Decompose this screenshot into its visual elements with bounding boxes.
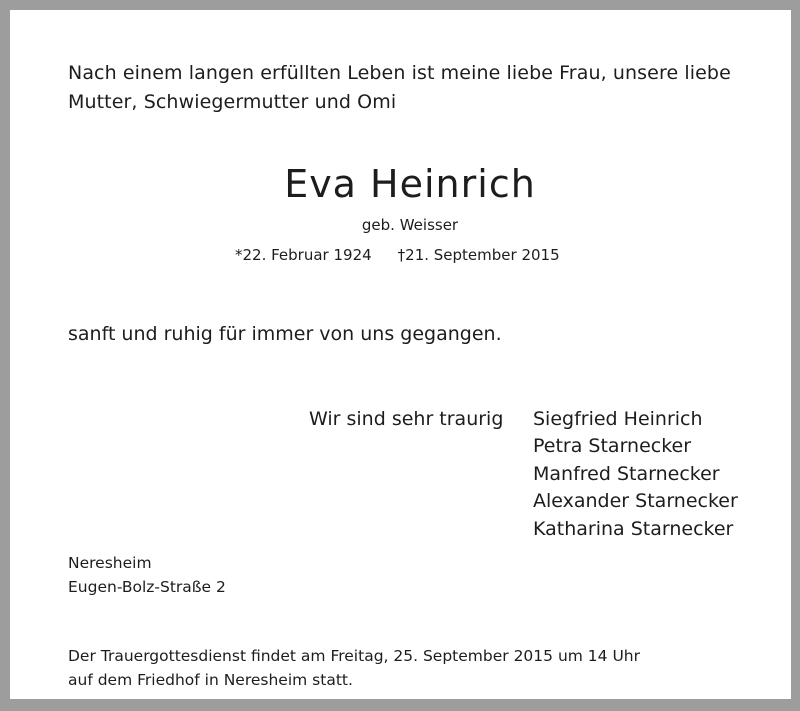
maiden-name: geb. Weisser (361, 216, 459, 234)
mourner-name: Siegfried Heinrich (533, 408, 703, 430)
service-line-2: auf dem Friedhof in Neresheim statt. (68, 671, 353, 689)
mourner-list (533, 406, 738, 543)
mourner-name: Manfred Starnecker (533, 462, 720, 485)
intro-text (68, 59, 731, 117)
intro-line-1: Nach einem langen erfüllten Leben ist meine liebe Frau, unsere liebe (68, 62, 731, 84)
life-dates (235, 245, 560, 265)
intro-line-2: Mutter, Schwiegermutter und Omi (68, 91, 397, 113)
address-street: Eugen-Bolz-Straße 2 (68, 577, 226, 596)
service-line-1: Der Trauergottesdienst findet am Freitag, 25. September 2015 um 14 Uhr (68, 647, 640, 665)
deceased-name: Eva Heinrich (284, 162, 536, 206)
farewell-text: sanft und ruhig für immer von uns gegangen. (68, 323, 502, 345)
mourner-name: Alexander Starnecker (533, 490, 738, 513)
family-address (68, 552, 226, 599)
mourning-statement: Wir sind sehr traurig (309, 408, 504, 430)
mourner-name: Katharina Starnecker (533, 517, 734, 540)
address-city: Neresheim (68, 554, 152, 572)
death-date: †21. September 2015 (397, 246, 560, 264)
birth-date: *22. Februar 1924 (235, 246, 372, 264)
mourner-name: Petra Starnecker (533, 435, 692, 458)
funeral-service-info (68, 644, 640, 692)
